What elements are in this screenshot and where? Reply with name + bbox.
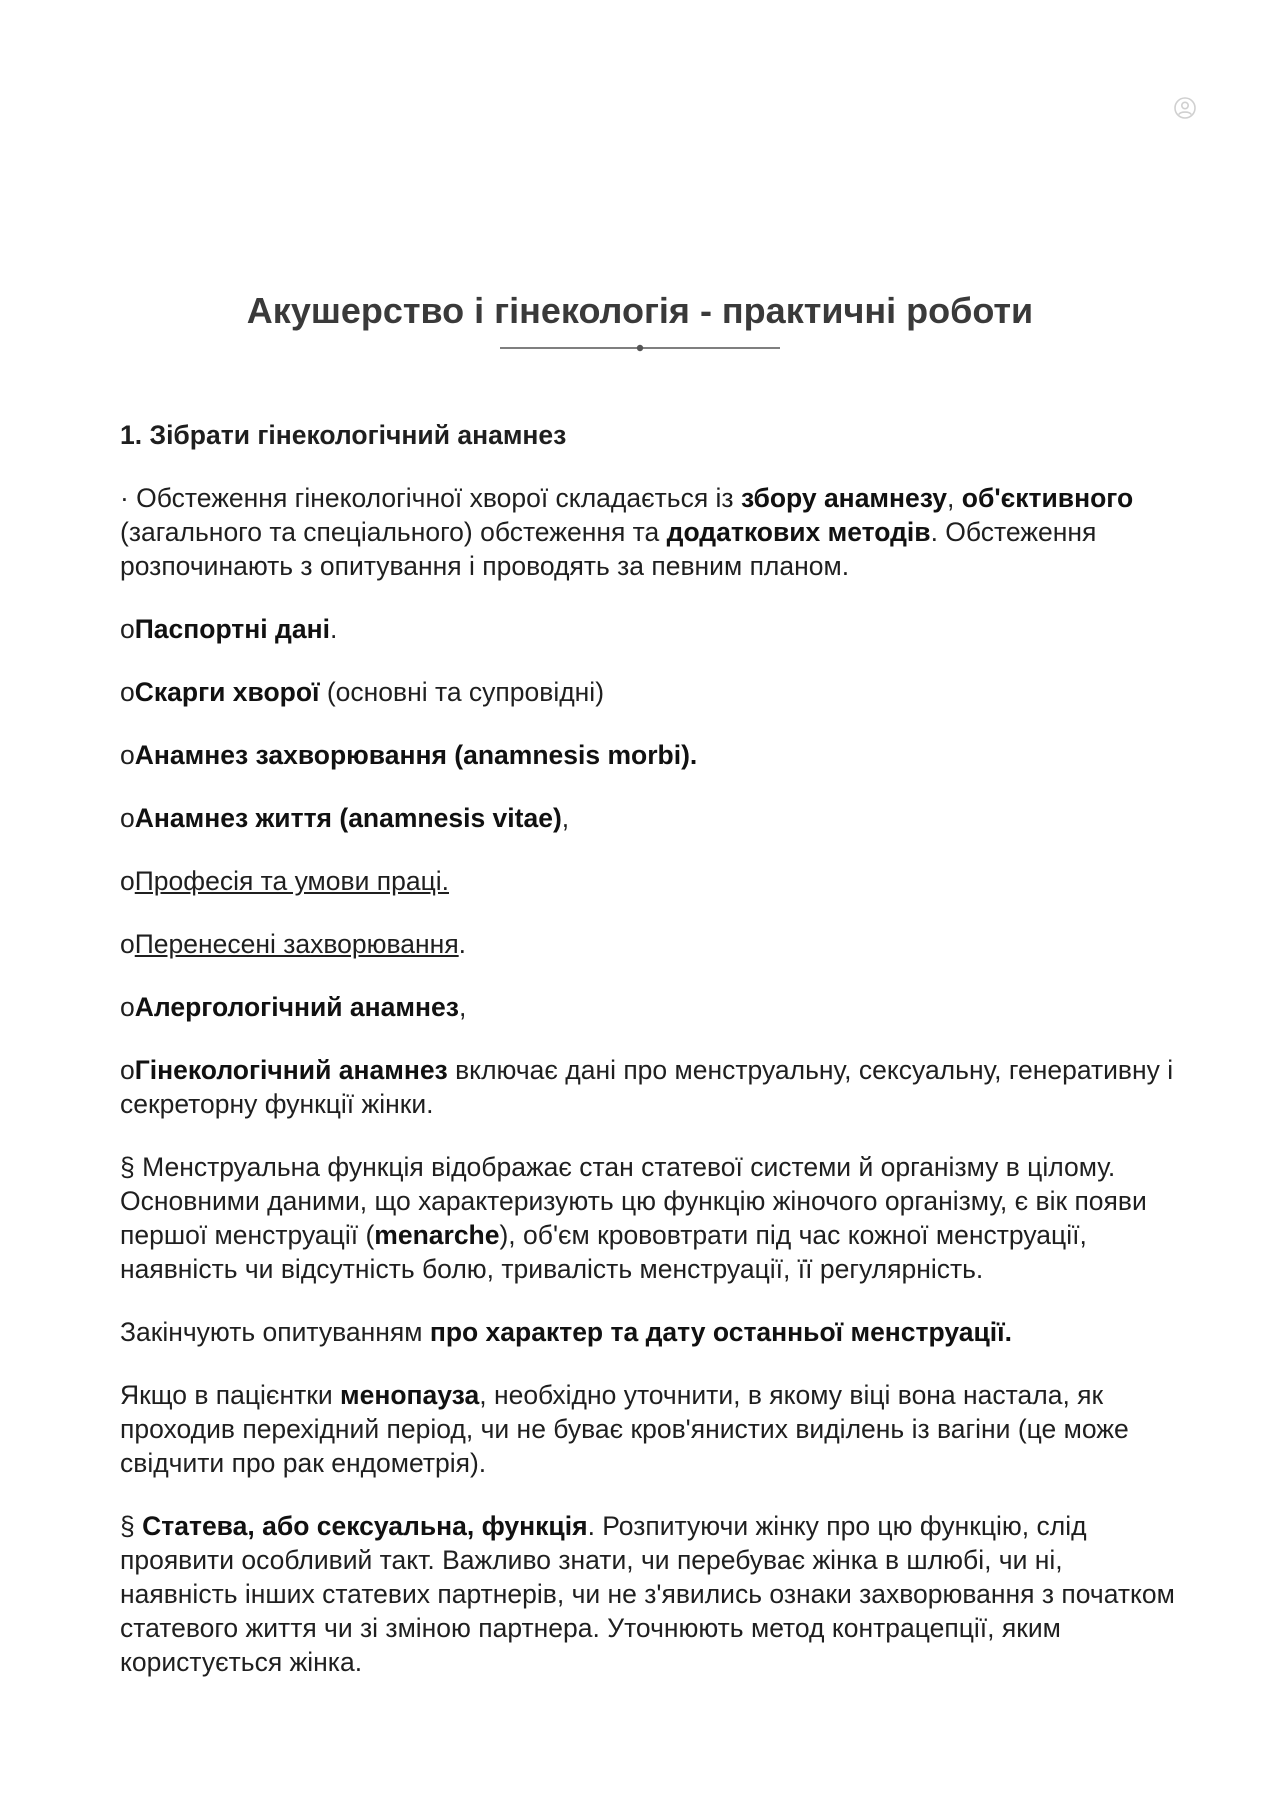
text-segment: o (120, 677, 135, 707)
text-segment: Якщо в пацієнтки (120, 1380, 340, 1410)
text-segment: ), об'єм крововтрати під час кожної менструації, наявність чи відсутність болю, тривалість менструації, її регулярність. (120, 1220, 1087, 1284)
paragraph (120, 990, 1180, 1024)
paragraph (120, 612, 1180, 646)
bold-text: Скарги хворої (134, 677, 320, 707)
document-body (120, 418, 1180, 1708)
bold-text: menarche (374, 1220, 500, 1250)
text-segment: · Обстеження гінекологічної хворої складається із (120, 483, 741, 513)
paragraph (120, 1053, 1180, 1121)
text-segment: . (458, 929, 467, 959)
bold-text: менопауза (339, 1380, 480, 1410)
bold-text: Статева, або сексуальна, функція (142, 1511, 588, 1541)
paragraph (120, 864, 1180, 898)
paragraph (120, 738, 1180, 772)
text-segment: (загального та спеціального) обстеження та (120, 517, 667, 547)
text-segment: . Розпитуючи жінку про цю функцію, слід проявити особливий такт. Важливо знати, чи перебуває жінка в шлюбі, чи ні, наявність інших статевих партнерів, чи не з'явились ознаки захворювання з початком статевого життя чи зі зміною партнера. Уточнюють метод контрацепції, яким користується жінка. (120, 1511, 1175, 1677)
bold-text: Алергологічний анамнез (134, 992, 459, 1022)
text-segment: . (329, 614, 338, 644)
text-segment: § (120, 1511, 143, 1541)
bold-text: збору анамнезу (740, 483, 948, 513)
bold-text: Анамнез життя (anamnesis vitae) (134, 803, 562, 833)
underlined-text: Професія та умови праці. (134, 866, 450, 896)
text-segment: o (120, 929, 135, 959)
text-segment: o (120, 614, 135, 644)
paragraph (120, 481, 1180, 583)
text-segment: o (120, 1055, 135, 1085)
text-segment: , (458, 992, 467, 1022)
text-segment: o (120, 992, 135, 1022)
section-heading: 1. Зібрати гінекологічний анамнез (120, 420, 567, 450)
page-title: Акушерство і гінекологія - практичні роботи (246, 290, 1034, 331)
title-divider (500, 342, 780, 354)
user-circle-icon (1173, 96, 1197, 120)
text-segment: o (120, 740, 135, 770)
paragraph (120, 927, 1180, 961)
bold-text: додаткових методів (666, 517, 931, 547)
paragraph (120, 1315, 1180, 1349)
text-segment: . Обстеження розпочинають з опитування і проводять за певним планом. (120, 517, 1097, 581)
underlined-text: Перенесені захворювання (134, 929, 459, 959)
bold-text: Паспортні дані (134, 614, 330, 644)
bold-text: Гінекологічний анамнез (134, 1055, 448, 1085)
text-segment: o (120, 866, 135, 896)
bold-text: об'єктивного (961, 483, 1134, 513)
bold-text: Анамнез захворювання (anamnesis morbi). (134, 740, 698, 770)
bold-text: про характер та дату останньої менструації. (429, 1317, 1012, 1347)
text-segment: o (120, 803, 135, 833)
paragraph (120, 801, 1180, 835)
paragraph (120, 675, 1180, 709)
text-segment: , (561, 803, 570, 833)
paragraph (120, 1378, 1180, 1480)
text-segment: , (947, 483, 962, 513)
paragraph-list (120, 481, 1180, 1679)
paragraph (120, 1150, 1180, 1286)
text-segment: Закінчують опитуванням (120, 1317, 430, 1347)
text-segment: (основні та супровідні) (319, 677, 605, 707)
text-segment: включає дані про менструальну, сексуальну, генеративну і секреторну функції жінки. (120, 1055, 1174, 1119)
paragraph (120, 1509, 1180, 1679)
text-segment: § Менструальна функція відображає стан статевої системи й організму в цілому. Основними даними, що характеризують цю функцію жіночого організму, є вік появи першої менструації ( (120, 1152, 1147, 1250)
text-segment: , необхідно уточнити, в якому віці вона настала, як проходив перехідний період, чи не буває кров'янистих виділень із вагіни (це може свідчити про рак ендометрія). (120, 1380, 1129, 1478)
